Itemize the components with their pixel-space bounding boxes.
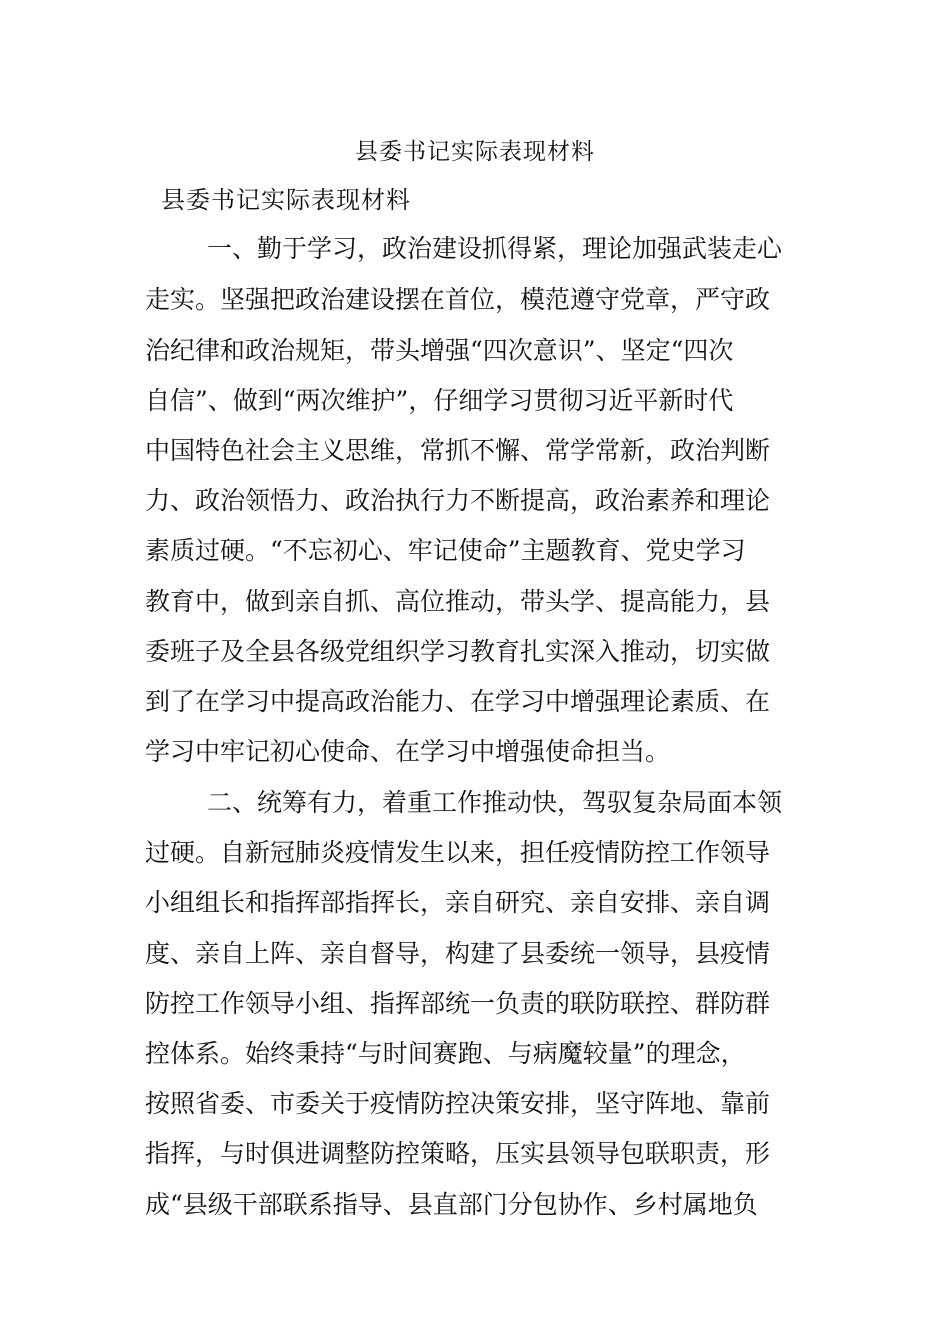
document-title: 县委书记实际表现材料 bbox=[355, 139, 595, 165]
paragraph-line: 中国特色社会主义思维，常抓不懈、常学常新，政治判断 bbox=[145, 436, 771, 465]
paragraph-line: 学习中牢记初心使命、在学习中增强使命担当。 bbox=[145, 737, 671, 766]
paragraph-line: 自信”、做到“两次维护”，仔细学习贯彻习近平新时代 bbox=[145, 386, 734, 415]
paragraph-line: 到了在学习中提高政治能力、在学习中增强理论素质、在 bbox=[145, 687, 771, 716]
paragraph-line: 过硬。自新冠肺炎疫情发生以来，担任疫情防控工作领导 bbox=[145, 838, 771, 867]
paragraph-line: 防控工作领导小组、指挥部统一负责的联防联控、群防群 bbox=[145, 989, 771, 1018]
paragraph-line: 按照省委、市委关于疫情防控决策安排，坚守阵地、靠前 bbox=[145, 1089, 771, 1118]
paragraph-line: 教育中，做到亲自抓、高位推动，带头学、提高能力，县 bbox=[145, 587, 771, 616]
paragraph-line: 小组组长和指挥部指挥长，亲自研究、亲自安排、亲自调 bbox=[145, 888, 771, 917]
paragraph-line: 委班子及全县各级党组织学习教育扎实深入推动，切实做 bbox=[145, 637, 771, 666]
paragraph-line: 素质过硬。“不忘初心、牢记使命”主题教育、党史学习 bbox=[145, 536, 746, 565]
paragraph-line: 控体系。始终秉持“与时间赛跑、与病魔较量”的理念， bbox=[145, 1039, 746, 1068]
paragraph-line: 治纪律和政治规矩，带头增强“四次意识”、坚定“四次 bbox=[145, 336, 734, 365]
paragraph-line: 二、统筹有力，着重工作推动快，驾驭复杂局面本领 bbox=[207, 788, 783, 817]
document-subtitle: 县委书记实际表现材料 bbox=[161, 186, 411, 214]
paragraph-line: 力、政治领悟力、政治执行力不断提高，政治素养和理论 bbox=[145, 486, 771, 515]
paragraph-line: 一、勤于学习，政治建设抓得紧，理论加强武装走心 bbox=[207, 234, 783, 263]
paragraph-line: 成“县级干部联系指导、县直部门分包协作、乡村属地负 bbox=[145, 1190, 758, 1219]
paragraph-line: 度、亲自上阵、亲自督导，构建了县委统一领导，县疫情 bbox=[145, 939, 771, 968]
paragraph-line: 指挥，与时俱进调整防控策略，压实县领导包联职责，形 bbox=[145, 1139, 771, 1168]
paragraph-line: 走实。坚强把政治建设摆在首位，模范遵守党章，严守政 bbox=[145, 285, 771, 314]
